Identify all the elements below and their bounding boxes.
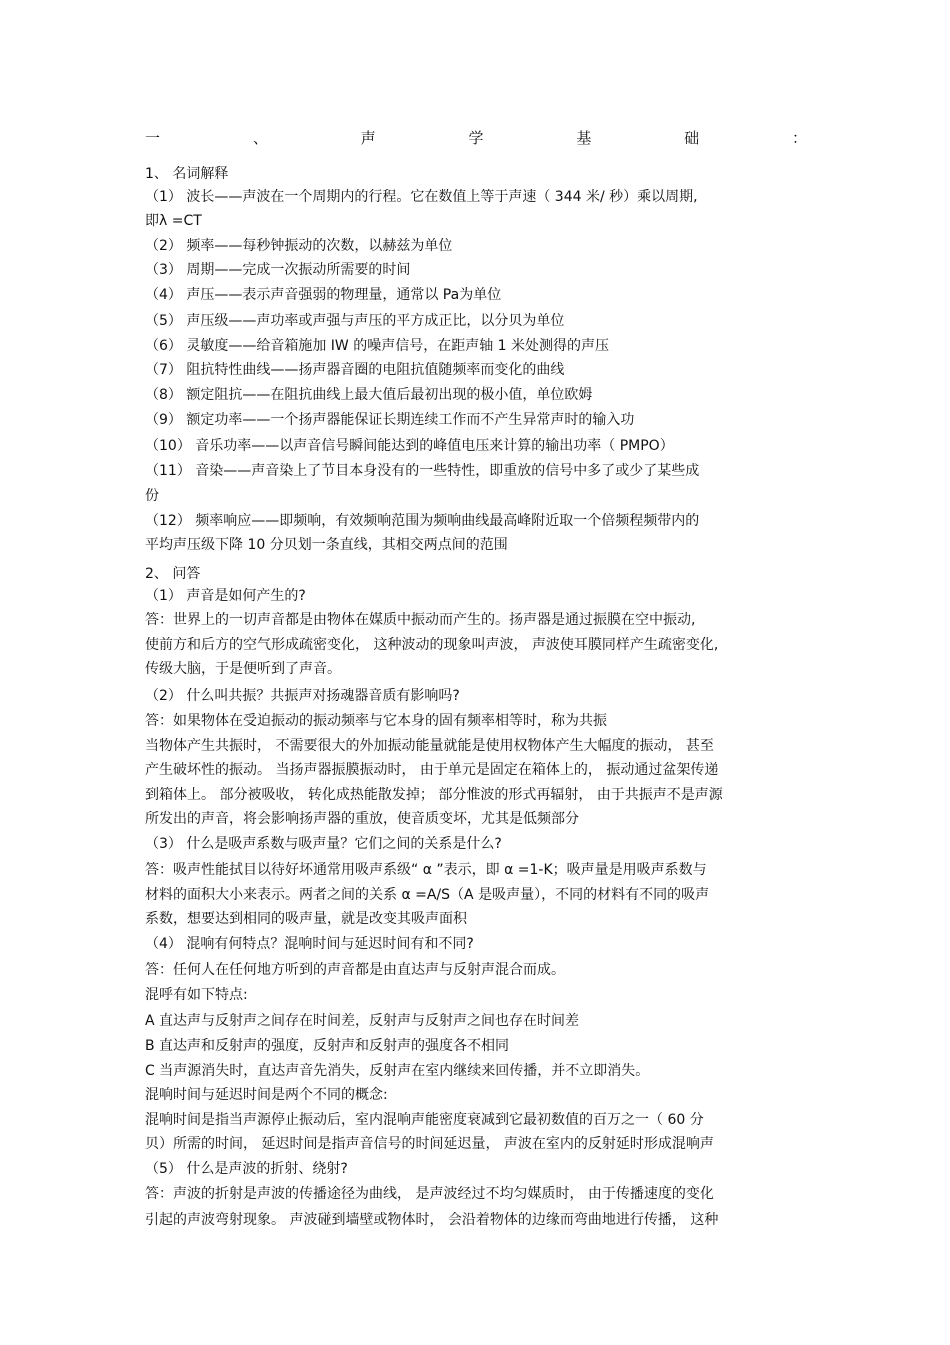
text-line: 混响时间是指当声源停止振动后，室内混响声能密度衰减到它最初数值的百万之一（ 60 分	[145, 1112, 704, 1128]
section-title-char: 基	[576, 129, 592, 147]
text-line: （4） 混响有何特点？混响时间与延迟时间有和不同?	[145, 936, 474, 952]
text-line: 答：如果物体在受迫振动的振动频率与它本身的固有频率相等时，称为共振	[145, 713, 607, 729]
section-title-char: 础	[684, 129, 700, 147]
text-line: 答：声波的折射是声波的传播途径为曲线， 是声波经过不均匀媒质时， 由于传播速度的变化	[145, 1186, 714, 1202]
text-line: 引起的声波弯射现象。 声波碰到墙壁或物体时， 会沿着物体的边缘而弯曲地进行传播， 这种	[145, 1212, 719, 1228]
text-line: 使前方和后方的空气形成疏密变化， 这种波动的现象叫声波， 声波使耳膜同样产生疏密变化,	[145, 637, 719, 653]
section-title-char: 声	[360, 129, 376, 147]
text-line: 到箱体上。 部分被吸收， 转化成热能散发掉； 部分惟波的形式再辐射， 由于共振声不是声源	[145, 787, 723, 803]
text-line: （1） 波长——声波在一个周期内的行程。它在数值上等于声速（ 344 米/ 秒）乘以周期,	[145, 189, 698, 205]
text-line: 答：吸声性能拭目以待好坏通常用吸声系级“ α ”表示，即 α =1-K；吸声量是用吸声系数与	[145, 862, 707, 878]
text-line: A 直达声与反射声之间存在时间差，反射声与反射声之间也存在时间差	[145, 1013, 580, 1029]
text-line: 1、 名词解释	[145, 166, 229, 182]
text-line: 答：任何人在任何地方听到的声音都是由直达声与反射声混合而成。	[145, 962, 565, 978]
text-line: （5） 声压级——声功率或声强与声压的平方成正比，以分贝为单位	[145, 313, 565, 329]
text-line: （9） 额定功率——一个扬声器能保证长期连续工作而不产生异常声时的输入功	[145, 412, 635, 428]
text-line: （10） 音乐功率——以声音信号瞬间能达到的峰值电压来计算的输出功率（ PMPO）	[145, 438, 674, 454]
text-line: （2） 频率——每秒钟振动的次数，以赫兹为单位	[145, 238, 453, 254]
text-line: C 当声源消失时，直达声音先消失，反射声在室内继续来回传播，并不立即消失。	[145, 1063, 650, 1079]
text-line: 系数，想要达到相同的吸声量，就是改变其吸声面积	[145, 911, 467, 927]
text-line: （5） 什么是声波的折射、绕射?	[145, 1161, 348, 1177]
text-line: 所发出的声音，将会影响扬声器的重放，使音质变坏，尤其是低频部分	[145, 811, 579, 827]
text-line: 贝）所需的时间， 延迟时间是指声音信号的时间延迟量， 声波在室内的反射延时形成混响声	[145, 1136, 714, 1152]
text-line: 产生破坏性的振动。 当扬声器振膜振动时， 由于单元是固定在箱体上的， 振动通过盆架传递	[145, 762, 719, 778]
text-line: （4） 声压——表示声音强弱的物理量，通常以 Pa为单位	[145, 287, 502, 303]
text-line: （2） 什么叫共振？共振声对扬魂器音质有影响吗?	[145, 688, 460, 704]
text-line: 当物体产生共振时， 不需要很大的外加振动能量就能是使用权物体产生大幅度的振动， 甚至	[145, 738, 714, 754]
section-title-char: 、	[252, 129, 268, 147]
text-line: 2、 问答	[145, 566, 201, 582]
text-line: 混响时间与延迟时间是两个不同的概念:	[145, 1087, 388, 1103]
text-line: （6） 灵敏度——给音箱施加 IW 的噪声信号，在距声轴 1 米处测得的声压	[145, 338, 610, 354]
text-line: B 直达声和反射声的强度，反射声和反射声的强度各不相同	[145, 1038, 510, 1054]
text-line: 平均声压级下降 10 分贝划一条直线，其相交两点间的范围	[145, 537, 508, 553]
text-line: 传级大脑，于是便听到了声音。	[145, 661, 341, 677]
text-line: （1） 声音是如何产生的?	[145, 588, 306, 604]
section-title-char: ：	[791, 129, 807, 147]
text-line: 材料的面积大小来表示。两者之间的关系 α =A/S（A 是吸声量），不同的材料有不同的吸声	[145, 887, 710, 903]
text-line: （8） 额定阻抗——在阻抗曲线上最大值后最初出现的极小值，单位欧姆	[145, 387, 593, 403]
text-line: （12） 频率响应——即频响，有效频响范围为频响曲线最高峰附近取一个倍频程频带内的	[145, 513, 700, 529]
text-line: 份	[145, 488, 159, 504]
text-line: （3） 什么是吸声系数与吸声量？它们之间的关系是什么?	[145, 836, 502, 852]
section-title-char: 学	[468, 129, 484, 147]
text-line: 答：世界上的一切声音都是由物体在媒质中振动而产生的。扬声器是通过振膜在空中振动,	[145, 612, 696, 628]
text-line: 即λ =CT	[145, 213, 202, 229]
text-line: （7） 阻抗特性曲线——扬声器音圈的电阻抗值随频率而变化的曲线	[145, 362, 565, 378]
section-title-char: 一	[145, 129, 161, 147]
section-title	[145, 127, 807, 148]
text-line: （3） 周期——完成一次振动所需要的时间	[145, 262, 411, 278]
text-line: 混呼有如下特点:	[145, 987, 248, 1003]
text-line: （11） 音染——声音染上了节目本身没有的一些特性，即重放的信号中多了或少了某些成	[145, 463, 700, 479]
